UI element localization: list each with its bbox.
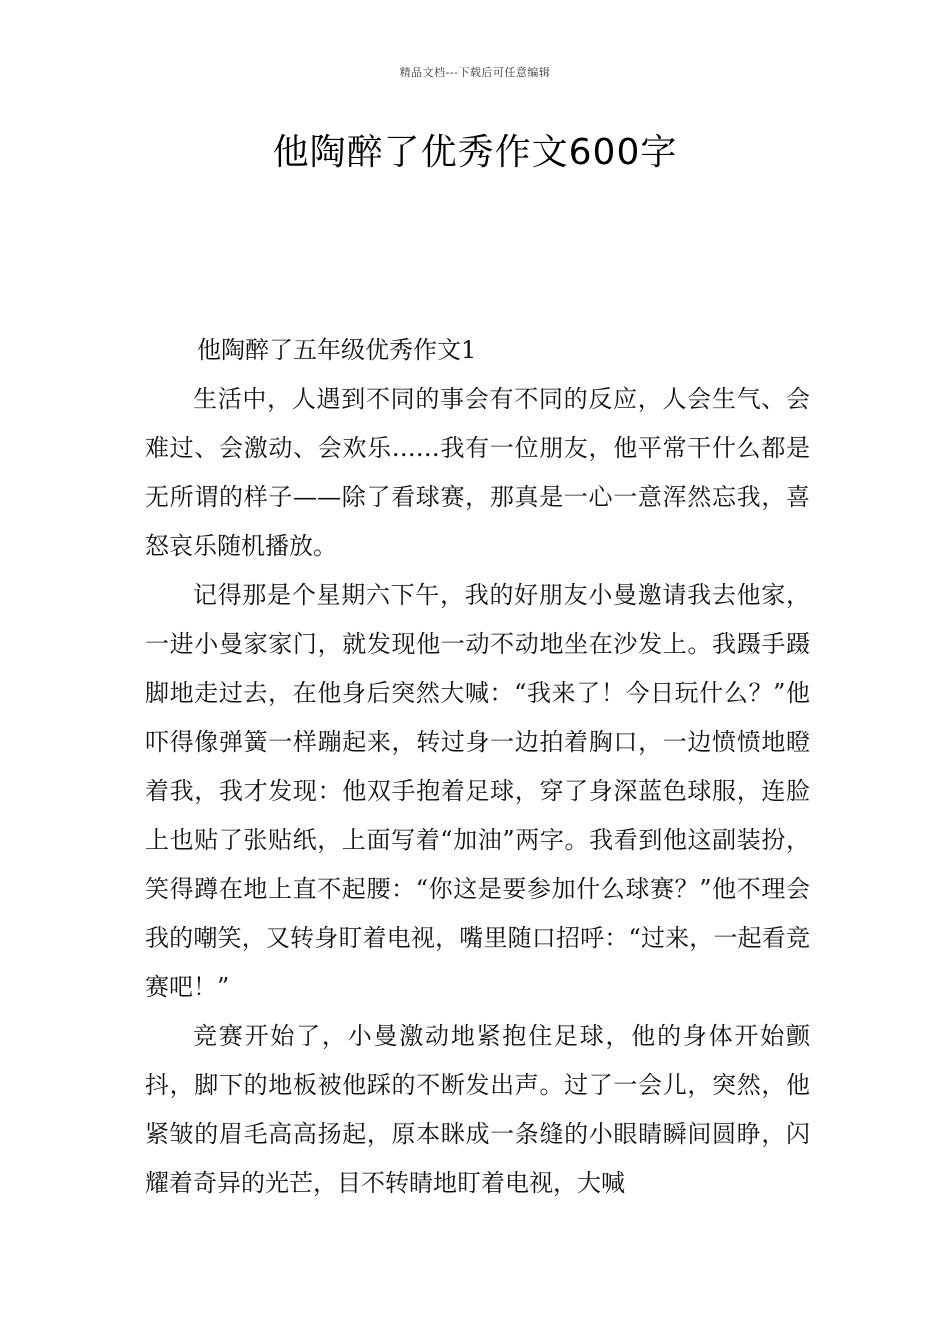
document-body [145,326,810,1208]
paragraph-1: 生活中，人遇到不同的事会有不同的反应，人会生气、会难过、会激动、会欢乐……我有一位朋友，他平常干什么都是无所谓的样子——除了看球赛，那真是一心一意浑然忘我，喜怒哀乐随机播放。 [145,385,810,560]
paragraph-2: 记得那是个星期六下午，我的好朋友小曼邀请我去他家，一进小曼家家门，就发现他一动不动地坐在沙发上。我蹑手蹑脚地走过去，在他身后突然大喊：“我来了！今日玩什么？”他吓得像弹簧一样蹦起来，转过身一边拍着胸口，一边愤愤地瞪着我，我才发现：他双手抱着足球，穿了身深蓝色球服，连脸上也贴了张贴纸，上面写着“加油”两字。我看到他这副装扮，笑得蹲在地上直不起腰：“你这是要参加什么球赛？”他不理会我的嘲笑，又转身盯着电视，嘴里随口招呼：“过来，一起看竞赛吧！” [145,581,810,1001]
section-subheading: 他陶醉了五年级优秀作文1 [197,336,477,364]
paragraph-3: 竞赛开始了，小曼激动地紧抱住足球，他的身体开始颤抖，脚下的地板被他踩的不断发出声。过了一会儿，突然，他紧皱的眉毛高高扬起，原本眯成一条缝的小眼睛瞬间圆睁，闪耀着奇异的光芒，目不转睛地盯着电视，大喊 [145,1022,810,1197]
header-note: 精品文档---下载后可任意编辑 [399,66,551,79]
document-title: 他陶醉了优秀作文600字 [272,132,678,173]
